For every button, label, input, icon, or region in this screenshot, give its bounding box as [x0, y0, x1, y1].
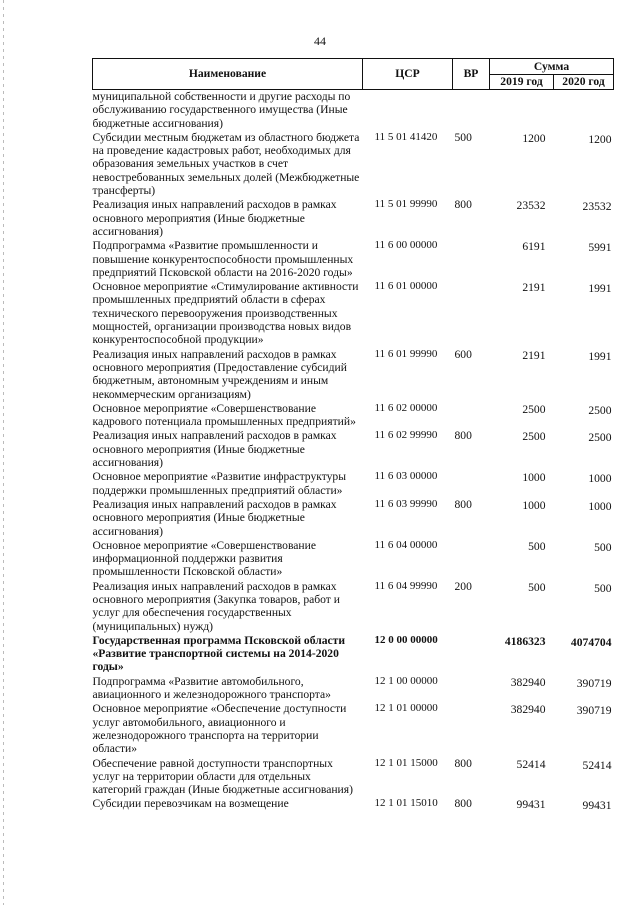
row-2019-amount: 4186323	[504, 634, 546, 648]
row-vr-cell	[453, 470, 490, 498]
row-2020-amount: 390719	[576, 676, 612, 690]
row-2020-amount: 4074704	[570, 635, 612, 649]
row-name-cell: Основное мероприятие «Стимулирование активности промышленных предприятий области в сферах технического перевооружения производственных мощностей, организации производства новых видов конкурентоспособной продукции»	[92, 280, 359, 347]
row-2019-amount: 2500	[522, 402, 546, 416]
row-name-cell: Реализация иных направлений расходов в рамках основного мероприятия (Закупка товаров, работ и услуг для обеспечения государственных (муниципальных) нужд)	[92, 579, 340, 633]
table-row	[93, 675, 614, 703]
row-vr-cell: 200	[454, 579, 472, 593]
row-csr-cell: 11 6 02 00000	[374, 401, 438, 414]
table-row	[93, 757, 614, 798]
row-name-cell: Реализация иных направлений расходов в рамках основного мероприятия (Иные бюджетные ассигнования)	[92, 429, 337, 470]
table-row	[93, 498, 614, 539]
row-name-cell: Субсидии перевозчикам на возмещение	[92, 797, 289, 811]
row-csr-cell: 12 1 01 00000	[374, 702, 438, 715]
row-name-cell: Подпрограмма «Развитие промышленности и повышение конкурентоспособности промышленных предприятий Псковской области на 2016-2020 годы»	[92, 239, 354, 279]
table-row	[93, 634, 614, 675]
row-csr-cell	[363, 90, 453, 131]
row-vr-cell: 800	[454, 497, 472, 511]
row-csr-cell: 12 1 01 15010	[374, 797, 438, 810]
row-vr-cell	[453, 539, 490, 580]
row-2019-amount: 6191	[522, 240, 546, 254]
header-year-2020: 2020 год	[554, 74, 614, 90]
table-row	[93, 470, 614, 498]
row-2019-amount: 500	[528, 580, 546, 594]
row-2020-amount: 1991	[588, 349, 612, 363]
row-2019-amount: 52414	[516, 757, 546, 771]
row-csr-cell: 11 5 01 41420	[374, 130, 438, 143]
row-2020-amount: 23532	[582, 200, 612, 214]
row-2020-amount: 5991	[588, 241, 612, 255]
row-2020-amount: 390719	[576, 704, 612, 718]
header-csr: ЦСР	[363, 59, 453, 90]
row-vr-cell: 800	[454, 198, 472, 212]
row-2019-amount: 1000	[522, 498, 546, 512]
row-csr-cell: 11 6 04 99990	[374, 579, 438, 592]
row-2020-amount: 1200	[588, 132, 612, 146]
row-name-cell: Основное мероприятие «Совершенствование кадрового потенциала промышленных предприятий»	[92, 401, 356, 429]
table-row	[93, 429, 614, 470]
scan-edge-line	[3, 0, 4, 905]
header-year-2019: 2019 год	[490, 74, 554, 90]
row-csr-cell: 11 6 03 99990	[374, 497, 438, 510]
row-2020-amount: 2500	[588, 431, 612, 445]
row-vr-cell: 800	[454, 756, 472, 770]
row-name-cell: Реализация иных направлений расходов в рамках основного мероприятия (Предоставление субсидий бюджетным, автономным учреждениям и иным некоммерческим организациям)	[92, 347, 347, 401]
header-vr: ВР	[453, 59, 490, 90]
row-2019-amount: 2191	[522, 348, 546, 362]
row-vr-cell	[453, 634, 490, 675]
row-2020-amount: 52414	[582, 758, 612, 772]
table-header	[93, 59, 614, 90]
row-csr-cell: 11 6 01 00000	[374, 280, 438, 293]
table-row	[93, 797, 614, 813]
row-2020-amount: 500	[594, 540, 612, 554]
table-body	[93, 90, 614, 814]
row-name-cell: Основное мероприятие «Обеспечение доступности услуг автомобильного, авиационного и железнодорожного транспорта на территории области»	[92, 702, 347, 756]
row-2019-amount: 23532	[516, 199, 546, 213]
row-2020-amount: 1000	[588, 499, 612, 513]
header-sum: Сумма	[490, 59, 614, 75]
table-row	[93, 539, 614, 580]
row-name-cell: Обеспечение равной доступности транспортных услуг на территории области для отдельных категорий граждан (Иные бюджетные ассигнования)	[92, 756, 353, 797]
row-vr-cell: 800	[454, 797, 472, 811]
row-2019-amount: 1000	[522, 471, 546, 485]
row-name-cell: Государственная программа Псковской области «Развитие транспортной системы на 2014-2020 годы»	[92, 633, 346, 674]
row-2019-amount	[490, 90, 554, 131]
row-vr-cell	[453, 239, 490, 280]
row-csr-cell: 12 1 00 00000	[374, 674, 438, 687]
row-csr-cell: 11 6 02 99990	[374, 429, 438, 442]
row-vr-cell	[453, 280, 490, 347]
table-row	[93, 348, 614, 402]
row-2020-amount	[554, 90, 614, 131]
row-vr-cell: 800	[454, 429, 472, 443]
row-name-cell: Реализация иных направлений расходов в рамках основного мероприятия (Иные бюджетные ассигнования)	[92, 198, 337, 238]
row-2020-amount: 1000	[588, 472, 612, 486]
row-vr-cell: 500	[454, 130, 472, 144]
header-name: Наименование	[93, 59, 363, 90]
row-2020-amount: 1991	[588, 282, 612, 296]
row-csr-cell: 11 6 01 99990	[374, 347, 438, 360]
row-name-cell: Реализация иных направлений расходов в рамках основного мероприятия (Иные бюджетные ассигнования)	[92, 497, 337, 538]
page-number: 44	[314, 34, 326, 48]
row-2019-amount: 382940	[510, 675, 546, 689]
row-2020-amount: 99431	[582, 799, 612, 813]
row-vr-cell	[453, 702, 490, 756]
table-row	[93, 90, 614, 131]
row-vr-cell: 600	[454, 347, 472, 361]
table-row	[93, 580, 614, 634]
row-name-cell: муниципальной собственности и другие расходы по обслуживанию государственного имущества (Иные бюджетные ассигнования)	[92, 90, 351, 130]
table-row	[93, 198, 614, 239]
row-vr-cell	[453, 675, 490, 703]
row-csr-cell: 11 6 03 00000	[374, 470, 438, 483]
row-2019-amount: 2500	[522, 430, 546, 444]
budget-table	[92, 58, 614, 814]
table-row	[93, 239, 614, 280]
row-name-cell: Субсидии местным бюджетам из областного бюджета на проведение кадастровых работ, необходимых для образования земельных участков в счет невостребованных земельных долей (Межбюджетные трансферты)	[92, 130, 360, 198]
row-csr-cell: 11 6 00 00000	[374, 239, 438, 252]
row-2020-amount: 500	[594, 581, 612, 595]
row-2019-amount: 1200	[522, 131, 546, 145]
row-2019-amount: 382940	[510, 703, 546, 717]
row-csr-cell: 11 5 01 99990	[374, 198, 438, 211]
row-csr-cell: 12 0 00 00000	[374, 633, 438, 646]
row-vr-cell	[453, 90, 490, 131]
row-name-cell: Основное мероприятие «Развитие инфраструктуры поддержки промышленных предприятий области»	[92, 470, 347, 497]
table-row	[93, 280, 614, 347]
row-name-cell: Подпрограмма «Развитие автомобильного, авиационного и железнодорожного транспорта»	[92, 674, 331, 702]
row-vr-cell	[453, 402, 490, 430]
table-row	[93, 402, 614, 430]
row-name-cell: Основное мероприятие «Совершенствование информационной поддержки развития промышленности Псковской области»	[92, 538, 316, 579]
row-2019-amount: 99431	[516, 798, 546, 812]
row-2020-amount: 2500	[588, 403, 612, 417]
row-2019-amount: 500	[528, 539, 546, 553]
row-2019-amount: 2191	[522, 281, 546, 295]
row-csr-cell: 11 6 04 00000	[374, 538, 438, 551]
row-csr-cell: 12 1 01 15000	[374, 756, 438, 769]
table-row	[93, 131, 614, 198]
table-row	[93, 702, 614, 756]
